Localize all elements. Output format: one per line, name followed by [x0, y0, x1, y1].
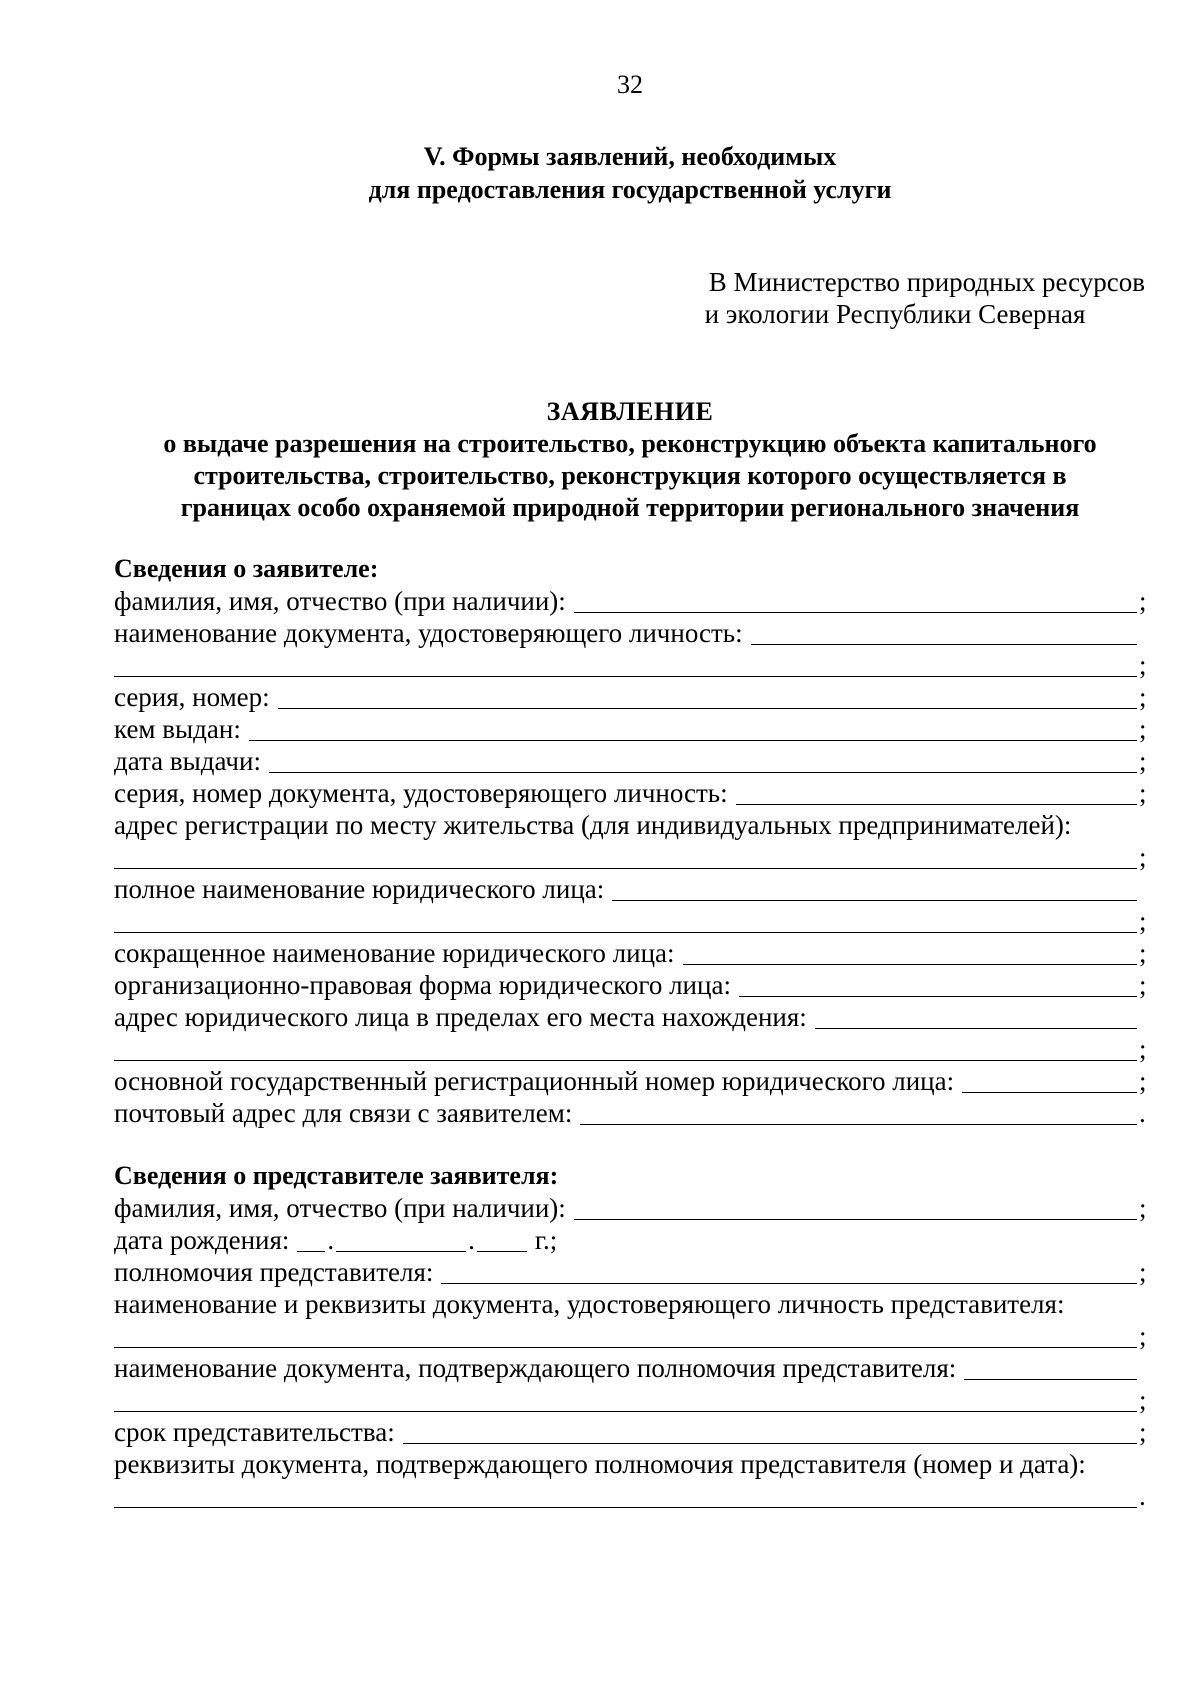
applicant-legal-form-row: [114, 969, 1149, 1001]
representative-fio-field[interactable]: [574, 1195, 1137, 1220]
applicant-id-doc-field[interactable]: [751, 620, 1137, 645]
punctuation: ;: [1139, 1321, 1147, 1351]
field-label: дата рождения:: [114, 1225, 290, 1255]
punctuation: ;: [1139, 586, 1147, 616]
addressee-line: В Министерство природных ресурсов: [708, 267, 1145, 297]
field-label: полное наименование юридического лица:: [114, 874, 605, 904]
applicant-postal-address-field[interactable]: [580, 1100, 1137, 1125]
applicant-full-name-continuation-field[interactable]: [114, 908, 1137, 933]
representative-powers-doc-continuation-field[interactable]: [114, 1387, 1137, 1412]
representative-powers-doc-continuation-row: [114, 1384, 1149, 1416]
representative-fio-row: [114, 1192, 1149, 1224]
representative-powers-doc-details-row: [114, 1448, 1149, 1480]
field-label: наименование документа, подтверждающего полномочия представителя:: [114, 1353, 957, 1383]
punctuation: ;: [1139, 1034, 1147, 1064]
birth-month-field[interactable]: [336, 1227, 466, 1252]
addressee-block: [645, 266, 1145, 330]
punctuation: .: [1139, 1098, 1146, 1128]
applicant-ogrn-row: [114, 1065, 1149, 1097]
punctuation: ;: [1139, 1193, 1147, 1223]
applicant-postal-address-row: [114, 1097, 1149, 1129]
field-label: кем выдан:: [114, 714, 241, 744]
applicant-full-name-continuation-row: [114, 905, 1149, 937]
field-label: почтовый адрес для связи с заявителем:: [114, 1098, 573, 1128]
applicant-id-doc-row: [114, 617, 1149, 649]
applicant-legal-address-field[interactable]: [815, 1004, 1137, 1029]
punctuation: ;: [1139, 938, 1147, 968]
applicant-series-number-field[interactable]: [278, 684, 1137, 709]
field-label: наименование и реквизиты документа, удостоверяющего личность представителя:: [114, 1289, 1065, 1319]
field-label: фамилия, имя, отчество (при наличии):: [114, 586, 566, 616]
applicant-issued-by-field[interactable]: [249, 716, 1137, 741]
document-title-subtitle: строительства, строительство, реконструкция которого осуществляется в: [193, 461, 1067, 490]
document-title-subtitle: о выдаче разрешения на строительство, реконструкцию объекта капитального: [163, 429, 1097, 458]
applicant-short-name-field[interactable]: [683, 940, 1137, 965]
representative-powers-doc-details-field[interactable]: [114, 1483, 1137, 1508]
applicant-fio-field[interactable]: [574, 588, 1137, 613]
applicant-short-name-row: [114, 937, 1149, 969]
birth-date-suffix: г.;: [534, 1225, 558, 1255]
field-label: дата выдачи:: [114, 746, 261, 776]
applicant-issue-date-field[interactable]: [269, 748, 1137, 773]
punctuation: ;: [1139, 906, 1147, 936]
field-label: реквизиты документа, подтверждающего полномочия представителя (номер и дата):: [114, 1449, 1086, 1479]
punctuation: .: [1139, 1481, 1146, 1511]
applicant-full-name-row: [114, 873, 1149, 905]
punctuation: ;: [1139, 714, 1147, 744]
representative-id-doc-field[interactable]: [114, 1323, 1137, 1348]
applicant-issue-date-row: [114, 745, 1149, 777]
representative-powers-doc-details-continuation-row: [114, 1480, 1149, 1512]
punctuation: ;: [1139, 1417, 1147, 1447]
applicant-id-doc-continuation-row: [114, 649, 1149, 681]
section-heading-line: для предоставления государственной услуги: [368, 175, 892, 204]
field-label: сокращенное наименование юридического лица:: [114, 938, 675, 968]
applicant-id-series-number-field[interactable]: [736, 780, 1137, 805]
applicant-legal-address-continuation-row: [114, 1033, 1149, 1065]
representative-section-heading: Сведения о представителе заявителя:: [114, 1161, 559, 1190]
document-title: [110, 396, 1150, 524]
applicant-ogrn-field[interactable]: [962, 1068, 1137, 1093]
addressee-line: и экологии Республики Северная: [704, 299, 1086, 329]
punctuation: ;: [1139, 1066, 1147, 1096]
representative-section: [114, 1160, 1149, 1512]
section-heading-line: V. Формы заявлений, необходимых: [423, 142, 837, 171]
punctuation: .: [468, 1225, 475, 1255]
application-form: [114, 553, 1149, 1543]
punctuation: ;: [1139, 1385, 1147, 1415]
applicant-legal-form-field[interactable]: [739, 972, 1137, 997]
field-label: серия, номер:: [114, 682, 270, 712]
applicant-full-name-field[interactable]: [612, 876, 1137, 901]
punctuation: ;: [1139, 746, 1147, 776]
document-title-subtitle: границах особо охраняемой природной территории регионального значения: [180, 493, 1080, 522]
representative-id-doc-row: [114, 1288, 1149, 1320]
applicant-id-doc-continuation-field[interactable]: [114, 652, 1137, 677]
applicant-reg-address-continuation-row: [114, 841, 1149, 873]
field-label: организационно-правовая форма юридического лица:: [114, 970, 731, 1000]
document-title-main: ЗАЯВЛЕНИЕ: [546, 397, 714, 426]
field-label: основной государственный регистрационный номер юридического лица:: [114, 1066, 955, 1096]
section-heading: [0, 140, 1200, 206]
applicant-legal-address-row: [114, 1001, 1149, 1033]
field-label: адрес регистрации по месту жительства (для индивидуальных предпринимателей):: [114, 810, 1072, 840]
applicant-id-series-number-row: [114, 777, 1149, 809]
applicant-reg-address-field[interactable]: [114, 844, 1137, 869]
representative-powers-doc-row: [114, 1352, 1149, 1384]
representative-id-doc-continuation-row: [114, 1320, 1149, 1352]
applicant-fio-row: [114, 585, 1149, 617]
punctuation: ;: [1139, 778, 1147, 808]
applicant-issued-by-row: [114, 713, 1149, 745]
applicant-series-number-row: [114, 681, 1149, 713]
birth-year-field[interactable]: [477, 1227, 527, 1252]
representative-powers-doc-field[interactable]: [964, 1355, 1137, 1380]
punctuation: ;: [1139, 650, 1147, 680]
punctuation: ;: [1139, 1257, 1147, 1287]
applicant-legal-address-continuation-field[interactable]: [114, 1036, 1137, 1061]
punctuation: .: [327, 1225, 335, 1255]
punctuation: ;: [1139, 682, 1147, 712]
representative-term-field[interactable]: [403, 1419, 1137, 1444]
birth-day-field[interactable]: [297, 1227, 325, 1252]
applicant-reg-address-row: [114, 809, 1149, 841]
punctuation: ;: [1139, 970, 1147, 1000]
applicant-section: [114, 553, 1149, 1129]
representative-powers-row: [114, 1256, 1149, 1288]
field-label: серия, номер документа, удостоверяющего личность:: [114, 778, 728, 808]
field-label: полномочия представителя:: [114, 1257, 434, 1287]
field-label: наименование документа, удостоверяющего личность:: [114, 618, 743, 648]
page-number: 32: [617, 70, 643, 99]
applicant-section-heading: Сведения о заявителе:: [114, 554, 379, 583]
field-label: адрес юридического лица в пределах его места нахождения:: [114, 1002, 807, 1032]
field-label: срок представительства:: [114, 1417, 395, 1447]
representative-birth-date-row: [114, 1224, 1149, 1256]
punctuation: ;: [1139, 842, 1147, 872]
representative-powers-field[interactable]: [441, 1259, 1137, 1284]
representative-term-row: [114, 1416, 1149, 1448]
field-label: фамилия, имя, отчество (при наличии):: [114, 1193, 566, 1223]
